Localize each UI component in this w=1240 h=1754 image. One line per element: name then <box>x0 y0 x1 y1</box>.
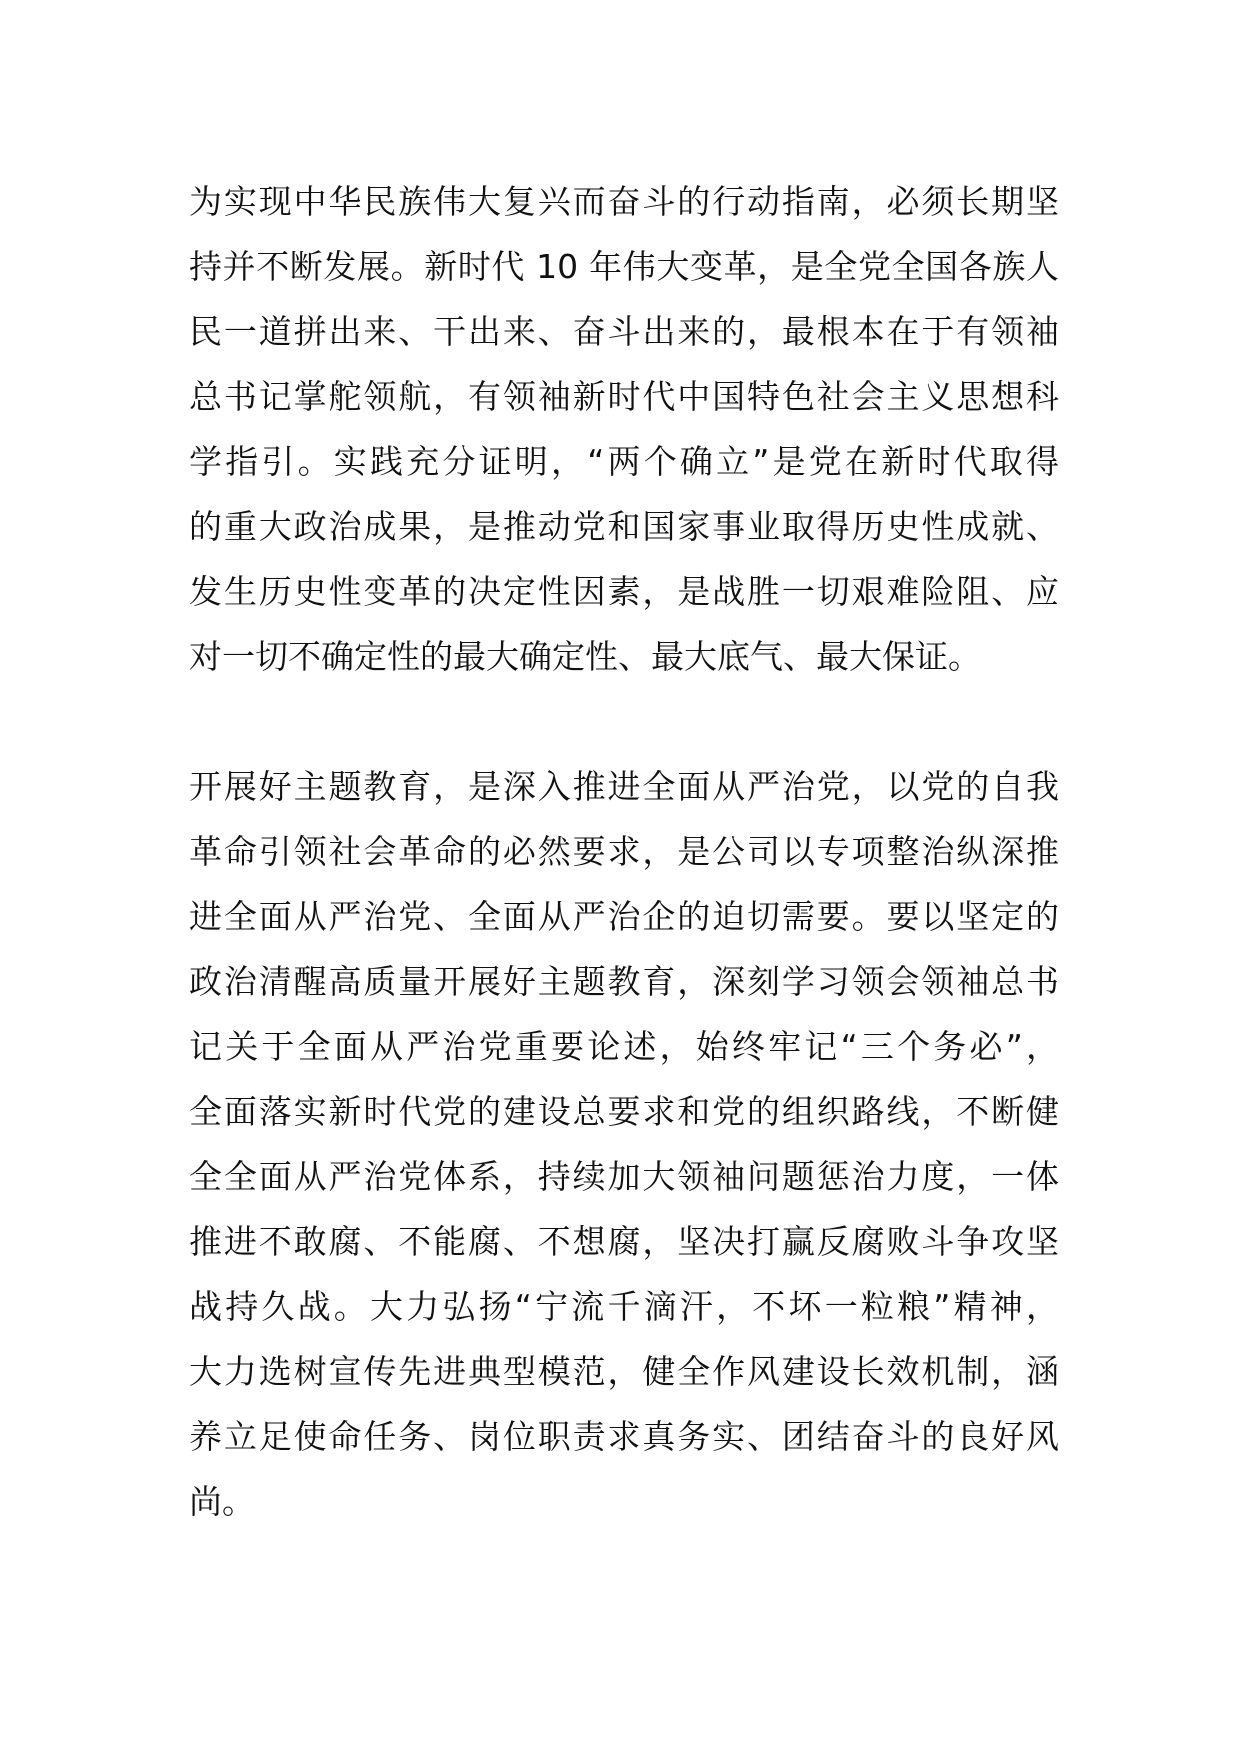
text-line: 革命引领社会革命的必然要求，是公司以专项整治纵深推 <box>189 832 1059 871</box>
text-line: 大力选树宣传先进典型模范，健全作风建设长效机制，涵 <box>189 1352 1059 1391</box>
text-line: 战持久战。大力弘扬“宁流千滴汗，不坏一粒粮”精神， <box>189 1287 1059 1326</box>
text-line: 学指引。实践充分证明，“两个确立”是党在新时代取得 <box>189 442 1059 481</box>
text-line: 发生历史性变革的决定性因素，是战胜一切艰难险阻、应 <box>189 572 1059 611</box>
text-line: 推进不敢腐、不能腐、不想腐，坚决打赢反腐败斗争攻坚 <box>189 1222 1059 1261</box>
text-line: 进全面从严治党、全面从严治企的迫切需要。要以坚定的 <box>189 897 1059 936</box>
text-line: 民一道拼出来、干出来、奋斗出来的，最根本在于有领袖 <box>189 312 1059 351</box>
text-line: 为实现中华民族伟大复兴而奋斗的行动指南，必须长期坚 <box>189 182 1059 221</box>
text-line: 开展好主题教育，是深入推进全面从严治党，以党的自我 <box>189 767 1059 806</box>
text-line: 政治清醒高质量开展好主题教育，深刻学习领会领袖总书 <box>189 962 1059 1001</box>
text-line: 全全面从严治党体系，持续加大领袖问题惩治力度，一体 <box>189 1157 1059 1196</box>
text-line: 尚。 <box>189 1482 255 1521</box>
text-line: 持并不断发展。新时代 10 年伟大变革，是全党全国各族人 <box>189 247 1059 286</box>
text-line: 的重大政治成果，是推动党和国家事业取得历史性成就、 <box>189 507 1059 546</box>
text-line: 对一切不确定性的最大确定性、最大底气、最大保证。 <box>189 637 981 676</box>
text-line: 记关于全面从严治党重要论述，始终牢记“三个务必”， <box>189 1027 1059 1066</box>
text-line: 总书记掌舵领航，有领袖新时代中国特色社会主义思想科 <box>189 377 1059 416</box>
paragraph-1 <box>189 169 1059 689</box>
text-line: 全面落实新时代党的建设总要求和党的组织路线，不断健 <box>189 1092 1059 1131</box>
text-line: 养立足使命任务、岗位职责求真务实、团结奋斗的良好风 <box>189 1417 1059 1456</box>
paragraph-2 <box>189 754 1059 1534</box>
